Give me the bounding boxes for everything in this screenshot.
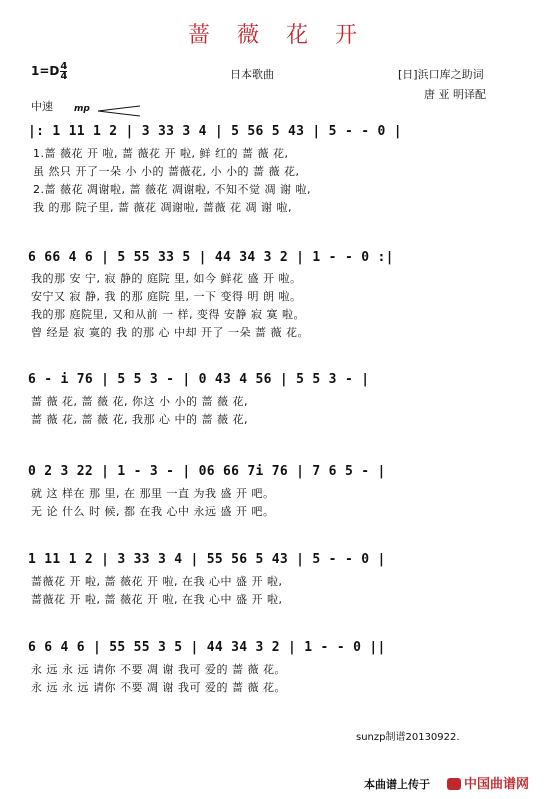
notation-line-1: |: 1 11 1 2 | 3 33 3 4 | 5 56 5 43 | 5 - - 0 |	[28, 124, 402, 139]
lyric-line: 安宁又 寂 静, 我 的那 庭院 里, 一下 变得 明 朗 啦。	[31, 290, 302, 303]
notation-line-2: 6 66 4 6 | 5 55 33 5 | 44 34 3 2 | 1 - - 0 :|	[28, 250, 394, 265]
lyric-line: 2.蔷 薇花 凋谢啦, 蔷 薇花 凋谢啦, 不知不觉 凋 谢 啦,	[33, 183, 311, 196]
arranger-credit: 唐 亚 明译配	[424, 88, 486, 101]
footer-upload-text: 本曲谱上传于	[364, 778, 430, 791]
lyric-line: 我的那 庭院里, 又和从前 一 样, 变得 安静 寂 寞 啦。	[31, 308, 305, 321]
lyric-line: 1.蔷 薇花 开 啦, 蔷 薇花 开 啦, 鲜 红的 蔷 薇 花,	[33, 147, 289, 160]
lyric-line: 虽 然只 开了一朵 小 小的 蔷薇花, 小 小的 蔷 薇 花,	[33, 165, 300, 178]
site-logo[interactable]	[447, 773, 529, 792]
lyricist-credit: [日]浜口库之助词	[398, 68, 484, 81]
lyric-line: 无 论 什么 时 候, 都 在我 心中 永远 盛 开 吧。	[31, 505, 275, 518]
site-name: 中国曲谱网	[464, 777, 530, 792]
lyric-line: 蔷薇花 开 啦, 蔷 薇花 开 啦, 在我 心中 盛 开 啦,	[31, 593, 283, 606]
dynamic-marking: mp	[74, 104, 90, 114]
genre-label: 日本歌曲	[230, 68, 274, 81]
page-title: 蔷 薇 花 开	[188, 23, 367, 48]
lyric-line: 曾 经是 寂 寞的 我 的那 心 中却 开了 一朵 蔷 薇 花。	[31, 326, 309, 339]
lyric-line: 我 的那 院子里, 蔷 薇花 凋谢啦, 蔷薇 花 凋 谢 啦,	[33, 201, 292, 214]
crescendo-hairpin	[96, 104, 142, 118]
notation-line-3: 6 - i 76 | 5 5 3 - | 0 43 4 56 | 5 5 3 - |	[28, 372, 370, 387]
notation-line-5: 1 11 1 2 | 3 33 3 4 | 55 56 5 43 | 5 - - 0 |	[28, 552, 386, 567]
tempo-marking: 中速	[31, 100, 53, 113]
lyric-line: 就 这 样在 那 里, 在 那里 一直 为我 盛 开 吧。	[31, 487, 275, 500]
logo-icon	[447, 778, 461, 790]
lyric-line: 永 远 永 远 请你 不要 凋 谢 我可 爱的 蔷 薇 花。	[31, 663, 286, 676]
lyric-line: 永 远 永 远 请你 不要 凋 谢 我可 爱的 蔷 薇 花。	[31, 681, 286, 694]
lyric-line: 我的那 安 宁, 寂 静的 庭院 里, 如今 鲜花 盛 开 啦。	[31, 272, 302, 285]
time-signature: $\frac{4}{4}$	[60, 61, 68, 82]
key-signature	[31, 62, 67, 81]
lyric-line: 蔷 薇 花, 蔷 薇 花, 你这 小 小的 蔷 薇 花,	[31, 395, 248, 408]
lyric-line: 蔷薇花 开 啦, 蔷 薇花 开 啦, 在我 心中 盛 开 啦,	[31, 575, 283, 588]
notation-line-6: 6 6 4 6 | 55 55 3 5 | 44 34 3 2 | 1 - - 0 ||	[28, 640, 386, 655]
key-label: 1=D	[31, 64, 60, 78]
transcriber-credit: sunzp制谱20130922.	[356, 732, 460, 743]
lyric-line: 蔷 薇 花, 蔷 薇 花, 我那 心 中的 蔷 薇 花,	[31, 413, 248, 426]
notation-line-4: 0 2 3 22 | 1 - 3 - | 06 66 7i 76 | 7 6 5 - |	[28, 464, 386, 479]
